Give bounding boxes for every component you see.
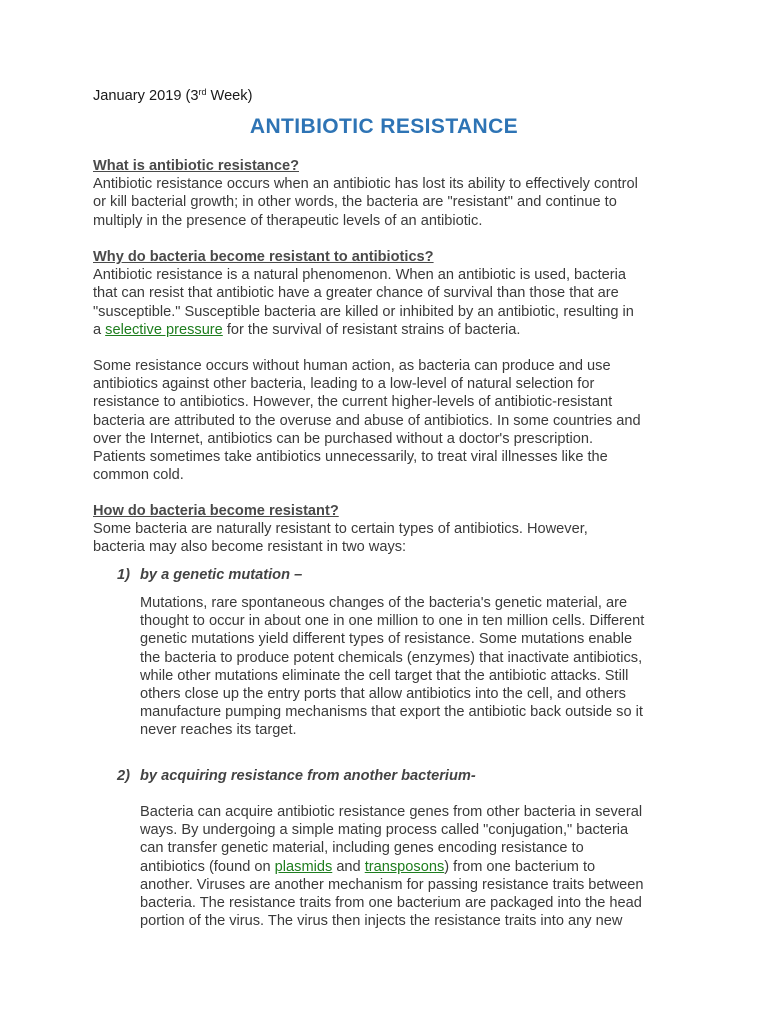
paragraph-line: genetic mutations yield different types of resistance. Some mutations enable (140, 631, 633, 648)
list-item-label: by a genetic mutation – (140, 567, 303, 583)
date-text-suffix: Week) (206, 88, 253, 104)
list-number: 2) (117, 768, 130, 784)
text-run: antibiotics (found on (140, 858, 275, 875)
list-item-acquiring-resistance (117, 767, 476, 785)
paragraph-line: while other mutations eliminate the cell target that the antibiotic attacks. Still (140, 667, 629, 684)
text-run: a (93, 321, 106, 338)
text-run: ) from one bacterium to (444, 858, 596, 875)
paragraph-line: over the Internet, antibiotics can be purchased without a doctor's prescription. (93, 430, 594, 447)
paragraph-line (140, 858, 680, 876)
paragraph-line: ways. By undergoing a simple mating process called "conjugation," bacteria (140, 822, 629, 839)
paragraph-line: that can resist that antibiotic have a greater chance of survival than those that are (93, 285, 619, 302)
paragraph-line: bacteria may also become resistant in two ways: (93, 539, 407, 556)
document-date (93, 87, 252, 105)
paragraph-line: resistance to antibiotics. However, the current higher-levels of antibiotic-resistant (93, 394, 613, 411)
paragraph-line: portion of the virus. The virus then injects the resistance traits into any new (140, 913, 623, 930)
section-heading: What is antibiotic resistance? (93, 158, 299, 174)
paragraph-line: manufacture pumping mechanisms that export the antibiotic back outside so it (140, 704, 643, 721)
paragraph-line: bacteria. The resistance traits from one bacterium are packaged into the head (140, 895, 642, 912)
paragraph-line: never reaches its target. (140, 722, 297, 739)
paragraph-line: thought to occur in about one in one million to one in ten million cells. Different (140, 613, 645, 630)
paragraph-line: Some resistance occurs without human action, as bacteria can produce and use (93, 358, 611, 374)
paragraph-line: multiply in the presence of therapeutic levels of an antibiotic. (93, 212, 483, 229)
paragraph-line: "susceptible." Susceptible bacteria are killed or inhibited by an antibiotic, resulting in (93, 303, 634, 320)
paragraph-line: Antibiotic resistance is a natural phenomenon. When an antibiotic is used, bacteria (93, 267, 626, 284)
paragraph-line: the bacteria to produce potent chemicals (enzymes) that inactivate antibiotics, (140, 649, 643, 666)
transposons-link[interactable]: transposons (364, 858, 445, 875)
section-how (93, 502, 683, 557)
paragraph-line: Antibiotic resistance occurs when an antibiotic has lost its ability to effectively control (93, 176, 638, 193)
acquiring-resistance-paragraph (140, 803, 680, 930)
section-why (93, 248, 683, 339)
section-what-is (93, 157, 683, 230)
paragraph-line: common cold. (93, 467, 184, 484)
section-heading: How do bacteria become resistant? (93, 503, 339, 519)
text-run: for the survival of resistant strains of bacteria. (222, 321, 521, 338)
selective-pressure-link[interactable]: selective pressure (105, 321, 223, 338)
genetic-mutation-paragraph (140, 594, 680, 740)
date-text: January 2019 (3 (93, 88, 199, 104)
document-title: ANTIBIOTIC RESISTANCE (249, 115, 519, 138)
paragraph-line: or kill bacterial growth; in other words, the bacteria are "resistant" and continue to (93, 194, 617, 211)
paragraph-line: Some bacteria are naturally resistant to certain types of antibiotics. However, (93, 521, 588, 538)
paragraph-line: Mutations, rare spontaneous changes of the bacteria's genetic material, are (140, 595, 628, 611)
section-human-action (93, 357, 683, 484)
paragraph-line: others close up the entry ports that allow antibiotics into the cell, and others (140, 686, 626, 703)
paragraph-line: antibiotics against other bacteria, leading to a low-level of natural selection for (93, 376, 595, 393)
paragraph-line: bacteria are attributed to the overuse and abuse of antibiotics. In some countries and (93, 412, 641, 429)
section-heading: Why do bacteria become resistant to antibiotics? (93, 249, 434, 265)
paragraph-line: Bacteria can acquire antibiotic resistance genes from other bacteria in several (140, 804, 643, 820)
paragraph-line: can transfer genetic material, including genes encoding resistance to (140, 840, 584, 857)
date-superscript: rd (198, 87, 207, 97)
paragraph-line (93, 321, 683, 339)
list-item-genetic-mutation (117, 566, 302, 584)
plasmids-link[interactable]: plasmids (274, 858, 333, 875)
paragraph-line: another. Viruses are another mechanism for passing resistance traits between (140, 876, 644, 893)
list-number: 1) (117, 567, 130, 583)
list-item-label: by acquiring resistance from another bacterium- (140, 768, 476, 784)
paragraph-line: Patients sometimes take antibiotics unnecessarily, to treat viral illnesses like the (93, 449, 608, 466)
text-run: and (332, 858, 365, 875)
